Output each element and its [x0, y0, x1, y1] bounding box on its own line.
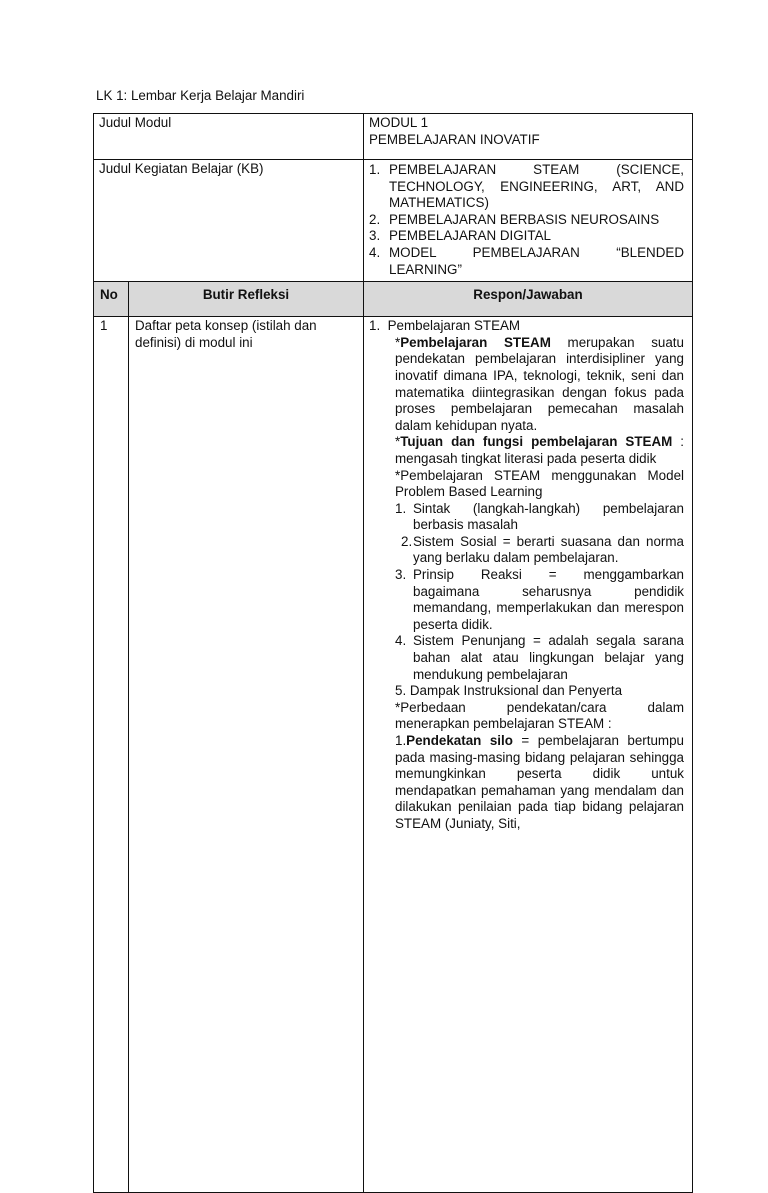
kb-item: 2. PEMBELAJARAN BERBASIS NEUROSAINS — [369, 211, 660, 227]
kegiatan-belajar-row — [94, 160, 693, 282]
header-no: No — [94, 282, 129, 317]
modul-title: PEMBELAJARAN INOVATIF — [369, 131, 540, 147]
header-butir-refleksi: Butir Refleksi — [129, 282, 364, 317]
table-header-row — [94, 282, 693, 317]
worksheet-title: LK 1: Lembar Kerja Belajar Mandiri — [96, 88, 305, 103]
kb-item: 4. MODEL PEMBELAJARAN “BLENDED LEARNING” — [369, 244, 684, 277]
worksheet-table — [93, 113, 693, 1193]
kb-list — [369, 162, 684, 278]
kb-cell — [364, 160, 693, 282]
modul-cell — [364, 114, 693, 160]
respon-content — [369, 318, 684, 1192]
model-paragraph: *Pembelajaran STEAM menggunakan Model Problem Based Learning — [395, 467, 684, 500]
judul-kb-label: Judul Kegiatan Belajar (KB) — [94, 160, 364, 282]
row-number: 1 — [94, 317, 129, 1193]
table-row — [94, 317, 693, 1193]
step-item: 2. Sistem Sosial = berarti suasana dan norma yang berlaku dalam pembelajaran. — [401, 533, 684, 566]
respon-cell — [364, 317, 693, 1193]
approach-paragraph: *Perbedaan pendekatan/cara dalam menerapkan pembelajaran STEAM : — [395, 699, 684, 732]
modul-number: MODUL 1 — [369, 115, 429, 130]
step-item: 4. Sistem Penunjang = adalah segala sarana bahan alat atau lingkungan belajar yang mendukung pembelajaran — [395, 633, 684, 682]
purpose-paragraph: *Tujuan dan fungsi pembelajaran STEAM : mengasah tingkat literasi pada peserta didik — [395, 434, 684, 466]
step-item: 5. Dampak Instruksional dan Penyerta — [395, 683, 623, 699]
kb-item: 3. PEMBELAJARAN DIGITAL — [369, 228, 551, 244]
respon-heading: 1. Pembelajaran STEAM — [369, 318, 521, 334]
step-item: 3. Prinsip Reaksi = menggambarkan bagaimana seharusnya pendidik memandang, memperlakukan dan merespon peserta didik. — [395, 567, 684, 632]
definition-paragraph: *Pembelajaran STEAM merupakan suatu pendekatan pembelajaran interdisipliner yang inovatif dimana IPA, teknologi, teknik, seni dan matematika diintegrasikan dengan fokus pada proses pembelajaran pemecahan masalah dalam kehidupan nyata. — [395, 334, 684, 433]
silo-paragraph: 1.Pendekatan silo = pembelajaran bertumpu pada masing-masing bidang pelajaran sehingga memungkinkan peserta didik untuk mendapatkan pemahaman yang mendalam dan dilakukan penilaian pada tiap bidang pelajaran STEAM (Juniaty, Siti, — [395, 733, 684, 831]
butir-text: Daftar peta konsep (istilah dan definisi) di modul ini — [129, 317, 364, 1193]
judul-modul-label: Judul Modul — [94, 114, 364, 160]
header-respon-jawaban: Respon/Jawaban — [364, 282, 693, 317]
step-item: 1. Sintak (langkah-langkah) pembelajaran berbasis masalah — [395, 500, 684, 533]
modul-row — [94, 114, 693, 160]
kb-item: 1. PEMBELAJARAN STEAM (SCIENCE, TECHNOLOGY, ENGINEERING, ART, AND MATHEMATICS) — [369, 162, 684, 211]
